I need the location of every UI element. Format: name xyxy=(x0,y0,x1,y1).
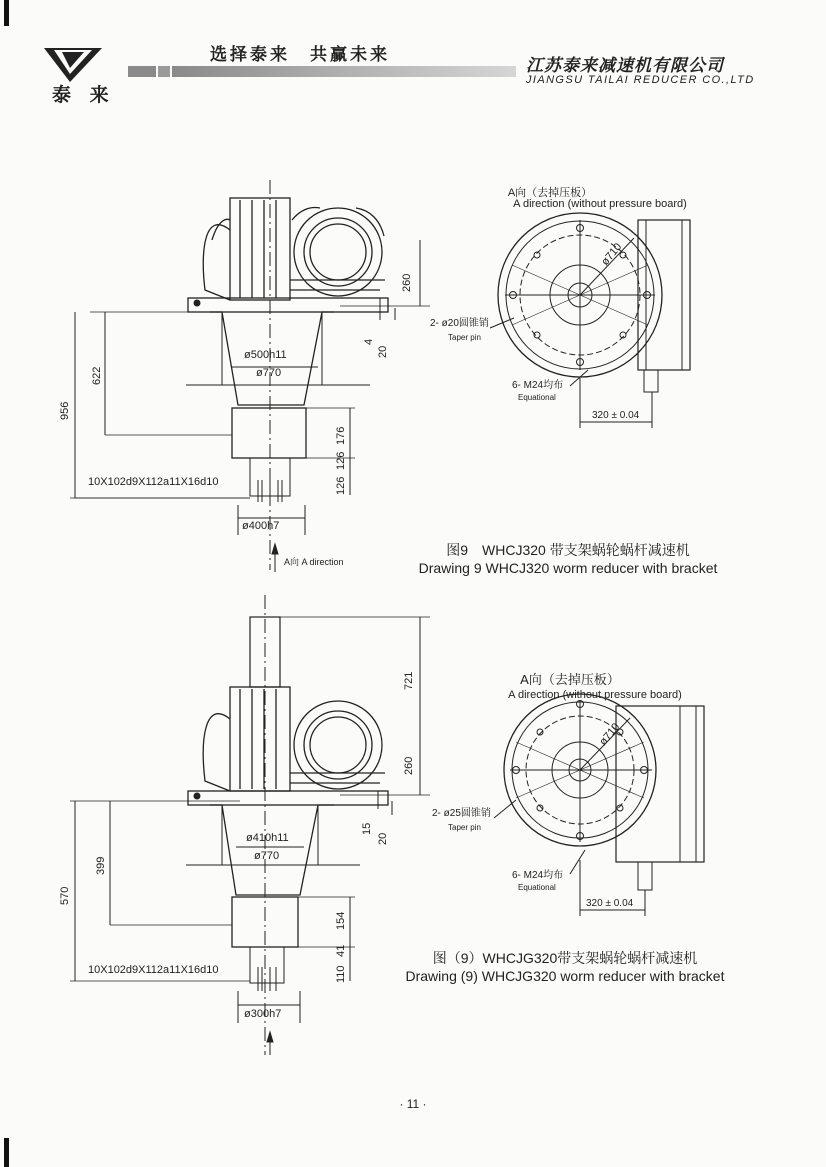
drawing1-gearbox xyxy=(203,198,385,300)
drawing2-dim-260: 260 xyxy=(403,756,415,775)
drawing2-shaft-spec: 10X102d9X112a11X16d10 xyxy=(88,964,219,976)
drawing1-dim-4: 4 xyxy=(363,338,375,345)
drawing2-taper-en: Taper pin xyxy=(448,823,481,832)
drawing1-a-direction: A向 A direction xyxy=(284,557,344,567)
drawing2-dim-15: 15 xyxy=(361,822,373,835)
drawing2-caption-cn: 图（9）WHCJG320带支架蜗轮蜗杆减速机 xyxy=(432,950,698,966)
drawing2-dim-570: 570 xyxy=(59,886,71,905)
drawing1-dia-400: ø400h7 xyxy=(242,520,280,532)
binding-mark-bottom xyxy=(4,1138,9,1167)
drawing1-a-view xyxy=(420,180,720,440)
drawing2-bolt-cn: 6- M24均布 xyxy=(512,870,564,881)
header-bar-gradient xyxy=(172,66,516,77)
drawing1-dim-622: 622 xyxy=(91,366,103,385)
drawing2-bolt-en: Equational xyxy=(518,883,556,892)
drawing2-dim-41: 41 xyxy=(335,944,347,957)
drawing2-dim-154: 154 xyxy=(335,911,347,930)
drawing2-caption xyxy=(400,948,730,984)
drawing1-view-title-en: A direction (without pressure board) xyxy=(513,198,687,210)
drawing2-dim-399: 399 xyxy=(95,856,107,875)
drawing2-taper-cn: 2- ø25圆锥销 xyxy=(432,808,491,819)
header-bar-dark xyxy=(128,66,156,77)
drawing2-spacing: 320 ± 0.04 xyxy=(586,898,634,909)
drawing1-dim-126b: 126 xyxy=(335,476,347,495)
drawing1-dim-20: 20 xyxy=(377,345,389,358)
drawing1-taper-cn: 2- ø20圆锥销 xyxy=(430,318,489,329)
drawing2-dim-20: 20 xyxy=(377,832,389,845)
drawing2-dim-721: 721 xyxy=(403,671,415,690)
drawing1-dim-126a: 126 xyxy=(335,451,347,470)
drawing1-caption xyxy=(396,540,740,576)
drawing2-a-view xyxy=(420,670,720,920)
page-number: · 11 · xyxy=(399,1097,427,1111)
drawing2-base-flange xyxy=(188,791,388,805)
drawing2-dia-710: ø710 xyxy=(597,721,623,748)
drawing1-output-housing xyxy=(232,408,306,458)
drawing2-view-title-en: A direction (without pressure board) xyxy=(508,689,682,701)
drawing1-view-title-cn: A向（去掉压板） xyxy=(507,187,593,199)
drawing2-view-title-cn: A向（去掉压板） xyxy=(520,672,620,687)
drawing2-dim-110: 110 xyxy=(335,965,347,983)
drawing1-bolt-cn: 6- M24均布 xyxy=(512,380,564,391)
drawing1-shaft-spec: 10X102d9X112a11X16d10 xyxy=(88,476,219,488)
drawing1-dia-500: ø500h11 xyxy=(244,349,287,361)
logo-text: 泰 来 xyxy=(52,84,115,106)
drawing1-spacing: 320 ± 0.04 xyxy=(592,410,640,421)
drawing2-output-shaft xyxy=(250,947,284,983)
drawing2-dia-410: ø410h11 xyxy=(246,832,289,844)
drawing1-dim-260: 260 xyxy=(401,273,413,292)
header-slogan: 选择泰来 共赢未来 xyxy=(210,45,390,65)
drawing1-dia-710: ø710 xyxy=(599,241,625,268)
drawing1-bolt-en: Equational xyxy=(518,393,556,402)
drawing2-gearbox xyxy=(203,687,385,791)
drawing1-caption-cn: 图9 WHCJ320 带支架蜗轮蜗杆减速机 xyxy=(446,542,690,558)
header-bar-mid xyxy=(158,66,170,77)
page-header xyxy=(0,0,826,110)
drawing2-dia-770: ø770 xyxy=(254,850,280,862)
drawing1-dim-956: 956 xyxy=(59,401,71,420)
drawing2-caption-en: Drawing (9) WHCJG320 worm reducer with bracket xyxy=(405,968,725,984)
company-name-en: JIANGSU TAILAI REDUCER CO.,LTD xyxy=(526,74,755,86)
drawing1-caption-en: Drawing 9 WHCJ320 worm reducer with bracket xyxy=(418,560,718,576)
drawing1-taper-en: Taper pin xyxy=(448,333,481,342)
company-name-cn: 江苏泰来减速机有限公司 xyxy=(526,56,724,76)
drawing1-dim-176: 176 xyxy=(335,426,347,445)
drawing2-dia-300: ø300h7 xyxy=(244,1008,282,1020)
drawing1-dia-770: ø770 xyxy=(256,367,282,379)
